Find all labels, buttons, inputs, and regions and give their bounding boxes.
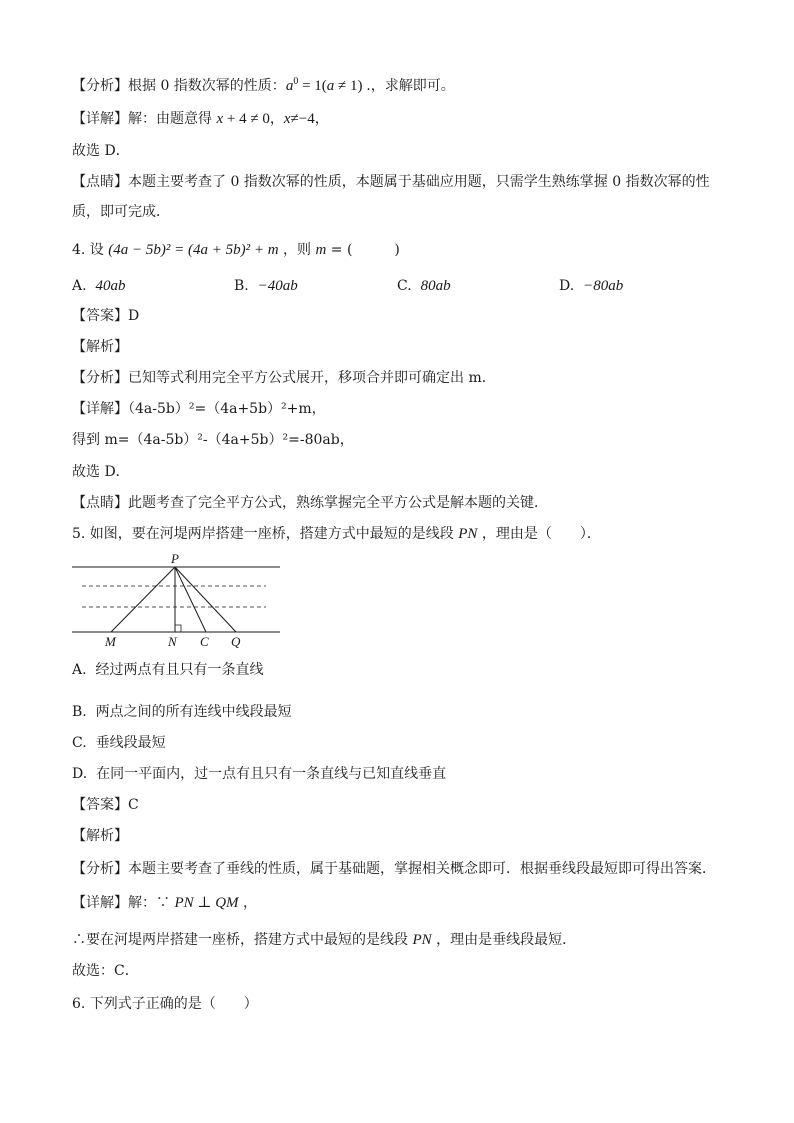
q4-stem-m: m [315,242,327,258]
q5-detail-label: 【详解】 [72,895,128,911]
q4-answer-value: D [128,308,140,324]
q5-answer-label: 【答案】 [72,797,128,813]
q3-detail-sep: ， [269,111,284,127]
q4-answer [72,306,139,326]
q5-detail-post: ， [238,895,258,911]
q4-detail-line2: 得到 m=（4a-5b）²-（4a+5b）²=-80ab， [72,432,354,448]
segment-pq [175,567,236,632]
q4-stem-post: = ( ) [326,242,400,258]
q5-option-a: A. 经过两点有且只有一条直线 [72,662,264,678]
q5-stem-pre: 5. 如图，要在河堤两岸搭建一座桥，搭建方式中最短的是线段 [72,526,459,542]
label-n: N [168,634,177,649]
q5-detail [72,893,257,913]
q3-choice: 故选 D． [72,143,130,159]
q4-stem [72,240,400,260]
q4-detail-text: （4a-5b）²=（4a+5b）²+m， [128,401,326,417]
q3-detail [72,109,329,129]
q6-stem: 6. 下列式子正确的是（ ） [72,996,258,1012]
q4-answer-label: 【答案】 [72,308,128,324]
q5-analysis-label: 【分析】 [72,861,128,877]
q5-jiexi: 【解析】 [72,828,128,844]
q3-detail-x2: x [283,111,291,127]
q4-option-d: D. −80ab [559,278,624,294]
label-q: Q [231,634,241,649]
segment-pm [111,567,175,632]
label-p: P [171,552,179,566]
q5-conclusion-post: ，理由是垂线段最短． [431,932,577,948]
q3-formula-exp: 0 [293,76,299,87]
q3-detail-x2-rest: ≠−4 [290,111,315,127]
label-c: C [200,634,209,649]
q3-analysis-label: 【分析】 [72,78,128,94]
q4-detail [72,399,326,419]
q4-stem-pre: 4. 设 [72,242,109,258]
label-m: M [105,634,116,649]
q3-detail-label: 【详解】 [72,111,128,127]
q4-comment-text: 此题考查了完全平方公式，熟练掌握完全平方公式是解本题的关键． [128,495,548,511]
q3-detail-post: ， [314,111,329,127]
q3-comment [72,172,710,192]
right-angle-mark [175,625,181,632]
q5-choice: 故选：C． [72,963,139,979]
q5-stem [72,524,601,544]
q4-jiexi: 【解析】 [72,339,128,355]
q4-analysis-label: 【分析】 [72,370,128,386]
q3-comment-label: 【点睛】 [72,174,128,190]
q4-choice: 故选 D． [72,464,130,480]
q3-comment-line2: 质，即可完成． [72,204,170,220]
q4-analysis-text: 已知等式利用完全平方公式展开，移项合并即可确定出 m． [128,370,496,386]
q4-options [72,276,712,296]
q4-detail-label: 【详解】 [72,401,128,417]
q4-stem-formula: (4a − 5b)² = (4a + 5b)² + m [108,242,279,258]
q3-analysis-post: .，求解即可。 [366,78,455,94]
q3-detail-x1: x [216,111,224,127]
q5-detail-pre: 解：∵ [128,895,175,911]
q5-option-b: B. 两点之间的所有连线中线段最短 [72,704,292,720]
q5-detail-math: PN ⊥ QM [174,895,239,911]
q3-analysis [72,72,455,96]
q5-stem-post: ，理由是（ ）． [477,526,601,542]
q3-detail-pre: 解：由题意得 [128,111,217,127]
bridge-diagram [70,552,282,652]
q3-formula-neq: ≠ 1) [334,78,367,94]
q5-answer [72,795,139,815]
q3-formula-cond: a [326,78,335,94]
q3-comment-line1: 本题主要考查了 0 指数次幂的性质，本题属于基础应用题，只需学生熟练掌握 0 指数次幂的性 [128,174,710,190]
segment-pc [175,567,206,632]
q5-analysis-text: 本题主要考查了垂线的性质，属于基础题，掌握相关概念即可．根据垂线段最短即可得出答案． [128,861,716,877]
q5-conclusion-pre: ∴要在河堤两岸搭建一座桥，搭建方式中最短的是线段 [72,932,413,948]
q5-stem-math: PN [458,526,478,542]
q3-analysis-pre: 根据 0 指数次幂的性质： [128,78,286,94]
q4-comment [72,493,548,513]
q5-conclusion [72,930,576,950]
q4-option-b: B. −40ab [234,278,298,294]
q3-detail-x1-rest: + 4 ≠ 0 [223,111,270,127]
q4-comment-label: 【点睛】 [72,495,128,511]
q4-stem-mid: ，则 [278,242,316,258]
q4-option-a: A. 40ab [72,278,126,294]
q5-analysis [72,859,716,879]
q3-formula-a: a [285,78,294,94]
q5-conclusion-math: PN [412,932,432,948]
q4-option-c: C. 80ab [397,278,451,294]
q5-option-c: C. 垂线段最短 [72,735,166,751]
q5-option-d: D. 在同一平面内，过一点有且只有一条直线与已知直线垂直 [72,766,447,782]
q3-formula-rest: = 1( [298,78,327,94]
q5-answer-value: C [128,797,139,813]
q4-analysis [72,368,496,388]
